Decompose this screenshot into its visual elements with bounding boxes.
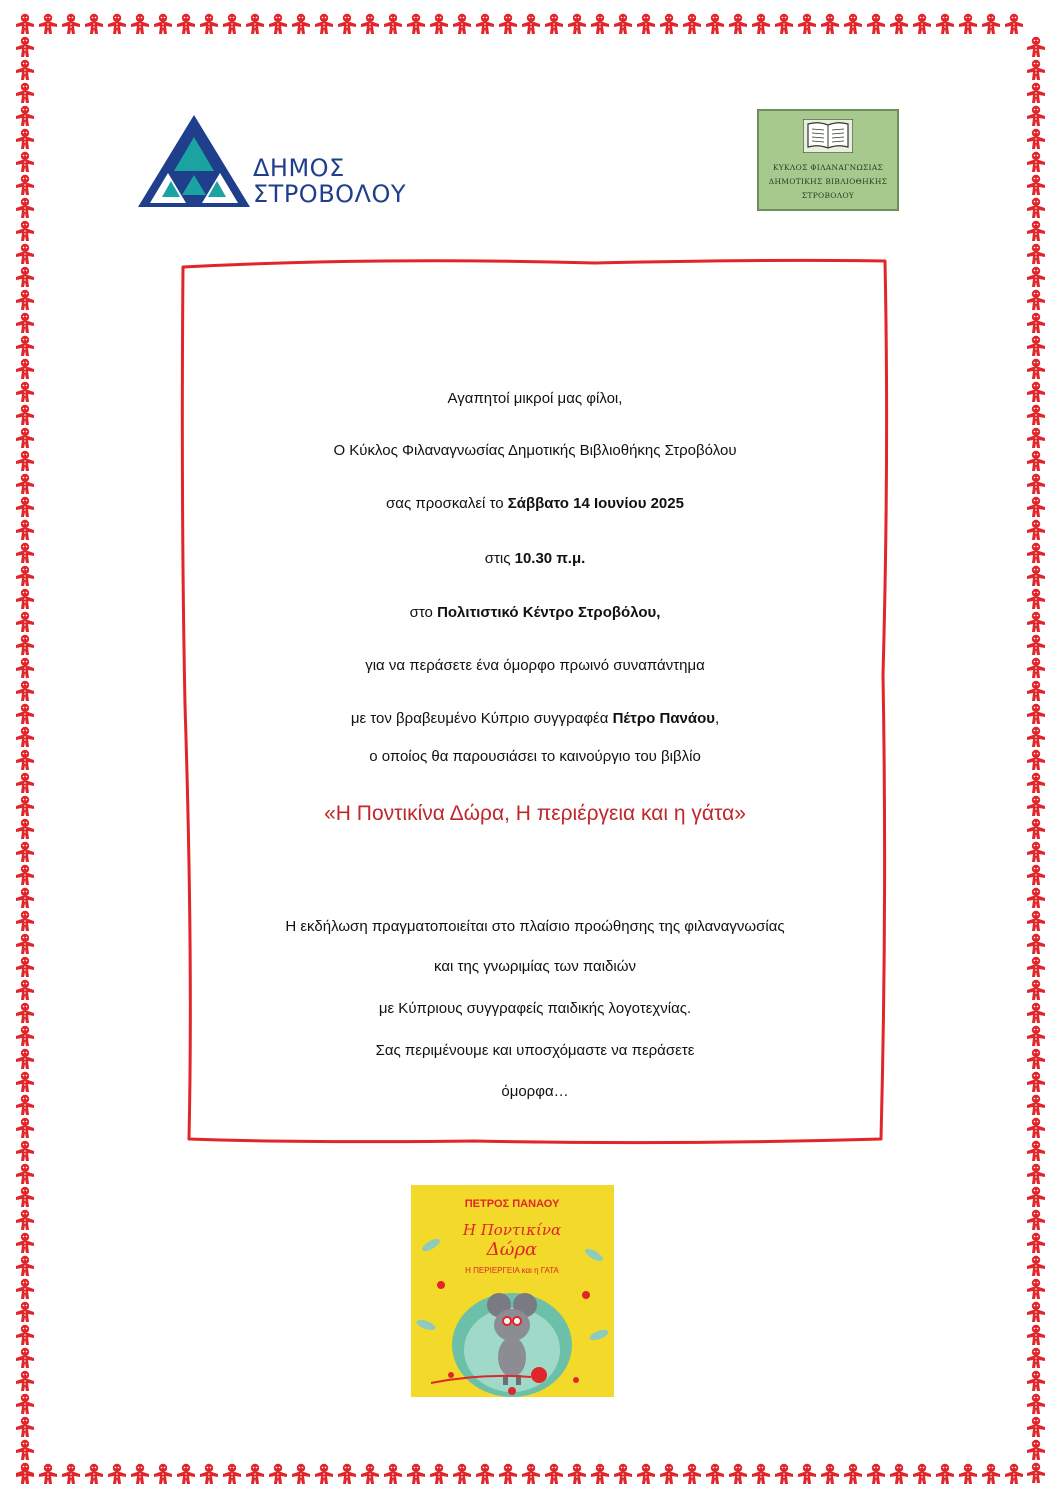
gingerbread-man-icon [16, 911, 34, 931]
gingerbread-man-icon [752, 14, 770, 34]
time-prefix: στις [484, 550, 515, 567]
gingerbread-man-icon [1027, 1026, 1045, 1046]
gingerbread-man-icon [108, 1464, 126, 1484]
gingerbread-man-icon [16, 796, 34, 816]
gingerbread-man-icon [407, 1464, 425, 1484]
gingerbread-man-icon [246, 14, 264, 34]
gingerbread-man-icon [1027, 957, 1045, 977]
gingerbread-man-icon [39, 14, 57, 34]
cover-title-line2: Δώρα [486, 1239, 538, 1260]
gingerbread-man-icon [16, 175, 34, 195]
gingerbread-man-icon [200, 1464, 218, 1484]
gingerbread-man-icon [16, 14, 34, 34]
gingerbread-man-icon [1027, 1049, 1045, 1069]
gingerbread-man-icon [1005, 14, 1023, 34]
gingerbread-man-icon [384, 1464, 402, 1484]
gingerbread-man-icon [775, 1464, 793, 1484]
gingerbread-man-icon [85, 1464, 103, 1484]
gingerbread-man-icon [16, 428, 34, 448]
gingerbread-man-icon [1027, 382, 1045, 402]
gingerbread-man-icon [1027, 474, 1045, 494]
gingerbread-man-icon [177, 14, 195, 34]
gingerbread-man-icon [1027, 934, 1045, 954]
gingerbread-man-icon [16, 888, 34, 908]
gingerbread-man-icon [177, 1464, 195, 1484]
event-date: Σάββατο 14 Ιουνίου 2025 [507, 495, 684, 512]
gingerbread-man-icon [1027, 612, 1045, 632]
gingerbread-man-icon [85, 14, 103, 34]
author-suffix: , [715, 710, 720, 727]
gingerbread-man-icon [1027, 175, 1045, 195]
gingerbread-man-icon [430, 1464, 448, 1484]
gingerbread-man-icon [1027, 888, 1045, 908]
cover-title-line1: Η Ποντικίνα [462, 1221, 562, 1239]
gingerbread-man-icon [292, 1464, 310, 1484]
gingerbread-man-icon [1027, 336, 1045, 356]
open-book-icon [803, 119, 853, 153]
gingerbread-man-icon [16, 1233, 34, 1253]
gingerbread-man-icon [637, 1464, 655, 1484]
gingerbread-man-icon [1027, 1348, 1045, 1368]
gingerbread-man-icon [16, 382, 34, 402]
gingerbread-man-icon [1027, 520, 1045, 540]
gingerbread-man-icon [591, 14, 609, 34]
gingerbread-man-icon [683, 14, 701, 34]
gingerbread-man-icon [16, 313, 34, 333]
gingerbread-man-icon [16, 1417, 34, 1437]
gingerbread-man-icon [384, 14, 402, 34]
gingerbread-man-icon [16, 589, 34, 609]
closing-line-5: όμορφα… [501, 1083, 569, 1100]
gingerbread-man-icon [1027, 359, 1045, 379]
gingerbread-man-icon [1027, 566, 1045, 586]
municipality-line2: ΣΤΡΟΒΟΛΟΥ [253, 180, 407, 208]
gingerbread-man-icon [16, 60, 34, 80]
gingerbread-man-icon [1027, 980, 1045, 1000]
gingerbread-man-icon [154, 1464, 172, 1484]
book-circle-line3: ΣΤΡΟΒΟΛΟΥ [801, 191, 855, 200]
gingerbread-man-icon [568, 14, 586, 34]
gingerbread-man-icon [315, 14, 333, 34]
gingerbread-man-icon [1027, 60, 1045, 80]
gingerbread-man-icon [1027, 1072, 1045, 1092]
gingerbread-man-icon [39, 1464, 57, 1484]
gingerbread-man-icon [1027, 773, 1045, 793]
gingerbread-man-icon [499, 14, 517, 34]
gingerbread-man-icon [798, 1464, 816, 1484]
date-line [190, 495, 880, 512]
gingerbread-man-icon [16, 336, 34, 356]
time-line [190, 550, 880, 567]
book-circle-logo [757, 109, 899, 211]
author-line [190, 710, 880, 727]
gingerbread-man-icon [1027, 1095, 1045, 1115]
gingerbread-man-icon [614, 1464, 632, 1484]
event-time: 10.30 π.μ. [514, 550, 586, 567]
gingerbread-man-icon [982, 14, 1000, 34]
triangle-logo-icon [138, 115, 250, 207]
gingerbread-man-icon [1027, 198, 1045, 218]
gingerbread-man-icon [476, 1464, 494, 1484]
gingerbread-man-icon [1027, 37, 1045, 57]
gingerbread-man-icon [269, 1464, 287, 1484]
gingerbread-man-icon [522, 14, 540, 34]
gingerbread-man-icon [16, 1371, 34, 1391]
book-circle-line1: ΚΥΚΛΟΣ ΦΙΛΑΝΑΓΝΩΣΙΑΣ [772, 163, 884, 172]
closing-line-4: Σας περιμένουμε και υποσχόμαστε να περάσετε [375, 1042, 695, 1059]
gingerbread-man-icon [821, 14, 839, 34]
gingerbread-man-icon [775, 14, 793, 34]
gingerbread-man-icon [16, 1095, 34, 1115]
gingerbread-man-icon [338, 14, 356, 34]
gingerbread-man-icon [16, 290, 34, 310]
gingerbread-man-icon [1027, 1440, 1045, 1460]
gingerbread-man-icon [1027, 658, 1045, 678]
gingerbread-man-icon [1027, 1210, 1045, 1230]
gingerbread-man-icon [16, 359, 34, 379]
gingerbread-man-icon [1005, 1464, 1023, 1484]
gingerbread-man-icon [16, 267, 34, 287]
gingerbread-man-icon [1027, 129, 1045, 149]
book-circle-line2: ΔΗΜΟΤΙΚΗΣ ΒΙΒΛΙΟΘΗΚΗΣ [768, 177, 888, 186]
gingerbread-man-icon [936, 1464, 954, 1484]
gingerbread-man-icon [16, 819, 34, 839]
municipality-line1: ΔΗΜΟΣ [253, 154, 345, 182]
gingerbread-man-icon [16, 1026, 34, 1046]
gingerbread-man-icon [223, 1464, 241, 1484]
cover-subtitle: Η ΠΕΡΙΕΡΓΕΙΑ και η ΓΑΤΑ [465, 1266, 559, 1275]
gingerbread-man-icon [1027, 83, 1045, 103]
gingerbread-man-icon [16, 221, 34, 241]
gingerbread-man-icon [683, 1464, 701, 1484]
gingerbread-man-icon [1027, 704, 1045, 724]
gingerbread-man-icon [16, 1440, 34, 1460]
gingerbread-man-icon [1027, 543, 1045, 563]
gingerbread-man-icon [16, 727, 34, 747]
gingerbread-man-icon [453, 14, 471, 34]
gingerbread-man-icon [637, 14, 655, 34]
gingerbread-man-icon [16, 1302, 34, 1322]
gingerbread-man-icon [1027, 1164, 1045, 1184]
gingerbread-man-icon [154, 14, 172, 34]
gingerbread-man-icon [16, 658, 34, 678]
gingerbread-man-icon [706, 1464, 724, 1484]
book-cover [411, 1185, 614, 1397]
gingerbread-man-icon [499, 1464, 517, 1484]
gingerbread-man-icon [62, 1464, 80, 1484]
gingerbread-man-icon [16, 244, 34, 264]
gingerbread-man-icon [292, 14, 310, 34]
author-prefix: με τον βραβευμένο Κύπριο συγγραφέα [350, 710, 613, 727]
gingerbread-man-icon [752, 1464, 770, 1484]
gingerbread-man-icon [16, 865, 34, 885]
gingerbread-man-icon [1027, 1463, 1045, 1483]
gingerbread-man-icon [16, 842, 34, 862]
gingerbread-man-icon [16, 405, 34, 425]
gingerbread-man-icon [430, 14, 448, 34]
gingerbread-man-icon [16, 1072, 34, 1092]
gingerbread-man-icon [16, 497, 34, 517]
gingerbread-man-icon [16, 83, 34, 103]
gingerbread-man-icon [16, 635, 34, 655]
gingerbread-man-icon [16, 1003, 34, 1023]
gingerbread-man-icon [1027, 1302, 1045, 1322]
gingerbread-man-icon [913, 14, 931, 34]
gingerbread-man-icon [1027, 1003, 1045, 1023]
gingerbread-man-icon [16, 106, 34, 126]
gingerbread-man-icon [16, 1348, 34, 1368]
gingerbread-man-icon [522, 1464, 540, 1484]
gingerbread-man-icon [16, 1256, 34, 1276]
gingerbread-man-icon [16, 451, 34, 471]
closing-line-2: και της γνωριμίας των παιδιών [434, 958, 636, 975]
gingerbread-man-icon [16, 1187, 34, 1207]
gingerbread-man-icon [591, 1464, 609, 1484]
gingerbread-man-icon [16, 1210, 34, 1230]
gingerbread-man-icon [1027, 106, 1045, 126]
gingerbread-man-icon [1027, 911, 1045, 931]
gingerbread-man-icon [361, 14, 379, 34]
gingerbread-man-icon [1027, 1279, 1045, 1299]
gingerbread-man-icon [614, 14, 632, 34]
gingerbread-man-icon [16, 704, 34, 724]
gingerbread-man-icon [890, 14, 908, 34]
gingerbread-man-icon [1027, 405, 1045, 425]
gingerbread-man-icon [660, 1464, 678, 1484]
gingerbread-man-icon [16, 198, 34, 218]
gingerbread-man-icon [890, 1464, 908, 1484]
closing-line-3: με Κύπριους συγγραφείς παιδικής λογοτεχνίας. [378, 1000, 692, 1017]
gingerbread-man-icon [16, 750, 34, 770]
gingerbread-man-icon [453, 1464, 471, 1484]
gingerbread-man-icon [1027, 451, 1045, 471]
gingerbread-man-icon [1027, 819, 1045, 839]
municipality-logo [138, 115, 428, 210]
gingerbread-man-icon [1027, 589, 1045, 609]
author-name: Πέτρο Πανάου [612, 710, 715, 727]
gingerbread-man-icon [1027, 428, 1045, 448]
gingerbread-man-icon [16, 1463, 34, 1483]
gingerbread-man-icon [1027, 1141, 1045, 1161]
gingerbread-man-icon [476, 14, 494, 34]
host-line: Ο Κύκλος Φιλαναγνωσίας Δημοτικής Βιβλιοθήκης Στροβόλου [333, 442, 737, 459]
venue-prefix: στο [409, 604, 438, 621]
gingerbread-man-icon [16, 934, 34, 954]
gingerbread-man-icon [1027, 1325, 1045, 1345]
gingerbread-man-icon [1027, 865, 1045, 885]
gingerbread-man-icon [729, 14, 747, 34]
gingerbread-man-icon [16, 1394, 34, 1414]
gingerbread-man-icon [936, 14, 954, 34]
greeting: Αγαπητοί μικροί μας φίλοι, [447, 390, 623, 407]
gingerbread-man-icon [1027, 1233, 1045, 1253]
gingerbread-man-icon [1027, 1256, 1045, 1276]
gingerbread-man-icon [1027, 313, 1045, 333]
gingerbread-man-icon [1027, 267, 1045, 287]
gingerbread-man-icon [16, 37, 34, 57]
gingerbread-man-icon [16, 957, 34, 977]
venue-line [190, 604, 880, 621]
gingerbread-man-icon [1027, 290, 1045, 310]
gingerbread-man-icon [844, 1464, 862, 1484]
gingerbread-man-icon [200, 14, 218, 34]
gingerbread-man-icon [706, 14, 724, 34]
gingerbread-man-icon [545, 1464, 563, 1484]
gingerbread-man-icon [867, 14, 885, 34]
gingerbread-man-icon [1027, 842, 1045, 862]
presentation-line: ο οποίος θα παρουσιάσει το καινούργιο του βιβλίο [369, 748, 701, 765]
closing-line-1: Η εκδήλωση πραγματοποιείται στο πλαίσιο προώθησης της φιλαναγνωσίας [285, 918, 785, 935]
gingerbread-man-icon [108, 14, 126, 34]
gingerbread-man-icon [821, 1464, 839, 1484]
gingerbread-man-icon [1027, 221, 1045, 241]
gingerbread-man-icon [269, 14, 287, 34]
gingerbread-man-icon [568, 1464, 586, 1484]
gingerbread-man-icon [16, 681, 34, 701]
gingerbread-man-icon [16, 773, 34, 793]
gingerbread-man-icon [131, 1464, 149, 1484]
gingerbread-man-icon [338, 1464, 356, 1484]
gingerbread-man-icon [844, 14, 862, 34]
gingerbread-man-icon [16, 474, 34, 494]
gingerbread-man-icon [246, 1464, 264, 1484]
gingerbread-man-icon [16, 980, 34, 1000]
gingerbread-man-icon [16, 612, 34, 632]
gingerbread-man-icon [1027, 1187, 1045, 1207]
gingerbread-man-icon [545, 14, 563, 34]
gingerbread-man-icon [982, 1464, 1000, 1484]
gingerbread-man-icon [16, 152, 34, 172]
purpose-line: για να περάσετε ένα όμορφο πρωινό συναπάντημα [365, 657, 705, 674]
book-title: «Η Ποντικίνα Δώρα, Η περιέργεια και η γάτα» [324, 802, 746, 825]
gingerbread-man-icon [16, 1118, 34, 1138]
gingerbread-man-icon [1027, 1118, 1045, 1138]
gingerbread-man-icon [798, 14, 816, 34]
gingerbread-man-icon [660, 14, 678, 34]
event-venue: Πολιτιστικό Κέντρο Στροβόλου, [437, 604, 661, 621]
municipality-wordmark [253, 155, 406, 207]
gingerbread-man-icon [959, 14, 977, 34]
gingerbread-man-icon [867, 1464, 885, 1484]
gingerbread-man-icon [223, 14, 241, 34]
gingerbread-man-icon [1027, 796, 1045, 816]
yarn-ball-icon [531, 1367, 547, 1383]
gingerbread-man-icon [16, 520, 34, 540]
gingerbread-man-icon [62, 14, 80, 34]
gingerbread-man-icon [131, 14, 149, 34]
gingerbread-man-icon [1027, 1371, 1045, 1391]
gingerbread-man-icon [16, 1049, 34, 1069]
gingerbread-man-icon [1027, 1417, 1045, 1437]
date-prefix: σας προσκαλεί το [386, 495, 508, 512]
gingerbread-man-icon [16, 1164, 34, 1184]
gingerbread-man-icon [407, 14, 425, 34]
gingerbread-man-icon [16, 129, 34, 149]
gingerbread-man-icon [959, 1464, 977, 1484]
gingerbread-man-icon [361, 1464, 379, 1484]
gingerbread-man-icon [16, 543, 34, 563]
gingerbread-man-icon [1027, 727, 1045, 747]
gingerbread-man-icon [913, 1464, 931, 1484]
gingerbread-man-icon [315, 1464, 333, 1484]
gingerbread-man-icon [729, 1464, 747, 1484]
gingerbread-man-icon [1027, 635, 1045, 655]
gingerbread-man-icon [16, 1325, 34, 1345]
gingerbread-man-icon [1027, 681, 1045, 701]
gingerbread-man-icon [1027, 244, 1045, 264]
gingerbread-man-icon [16, 1141, 34, 1161]
gingerbread-man-icon [16, 566, 34, 586]
gingerbread-man-icon [1027, 1394, 1045, 1414]
gingerbread-man-icon [1027, 152, 1045, 172]
gingerbread-man-icon [1027, 750, 1045, 770]
cover-author: ΠΕΤΡΟΣ ΠΑΝΑΟΥ [464, 1198, 560, 1210]
gingerbread-man-icon [1027, 497, 1045, 517]
gingerbread-man-icon [16, 1279, 34, 1299]
